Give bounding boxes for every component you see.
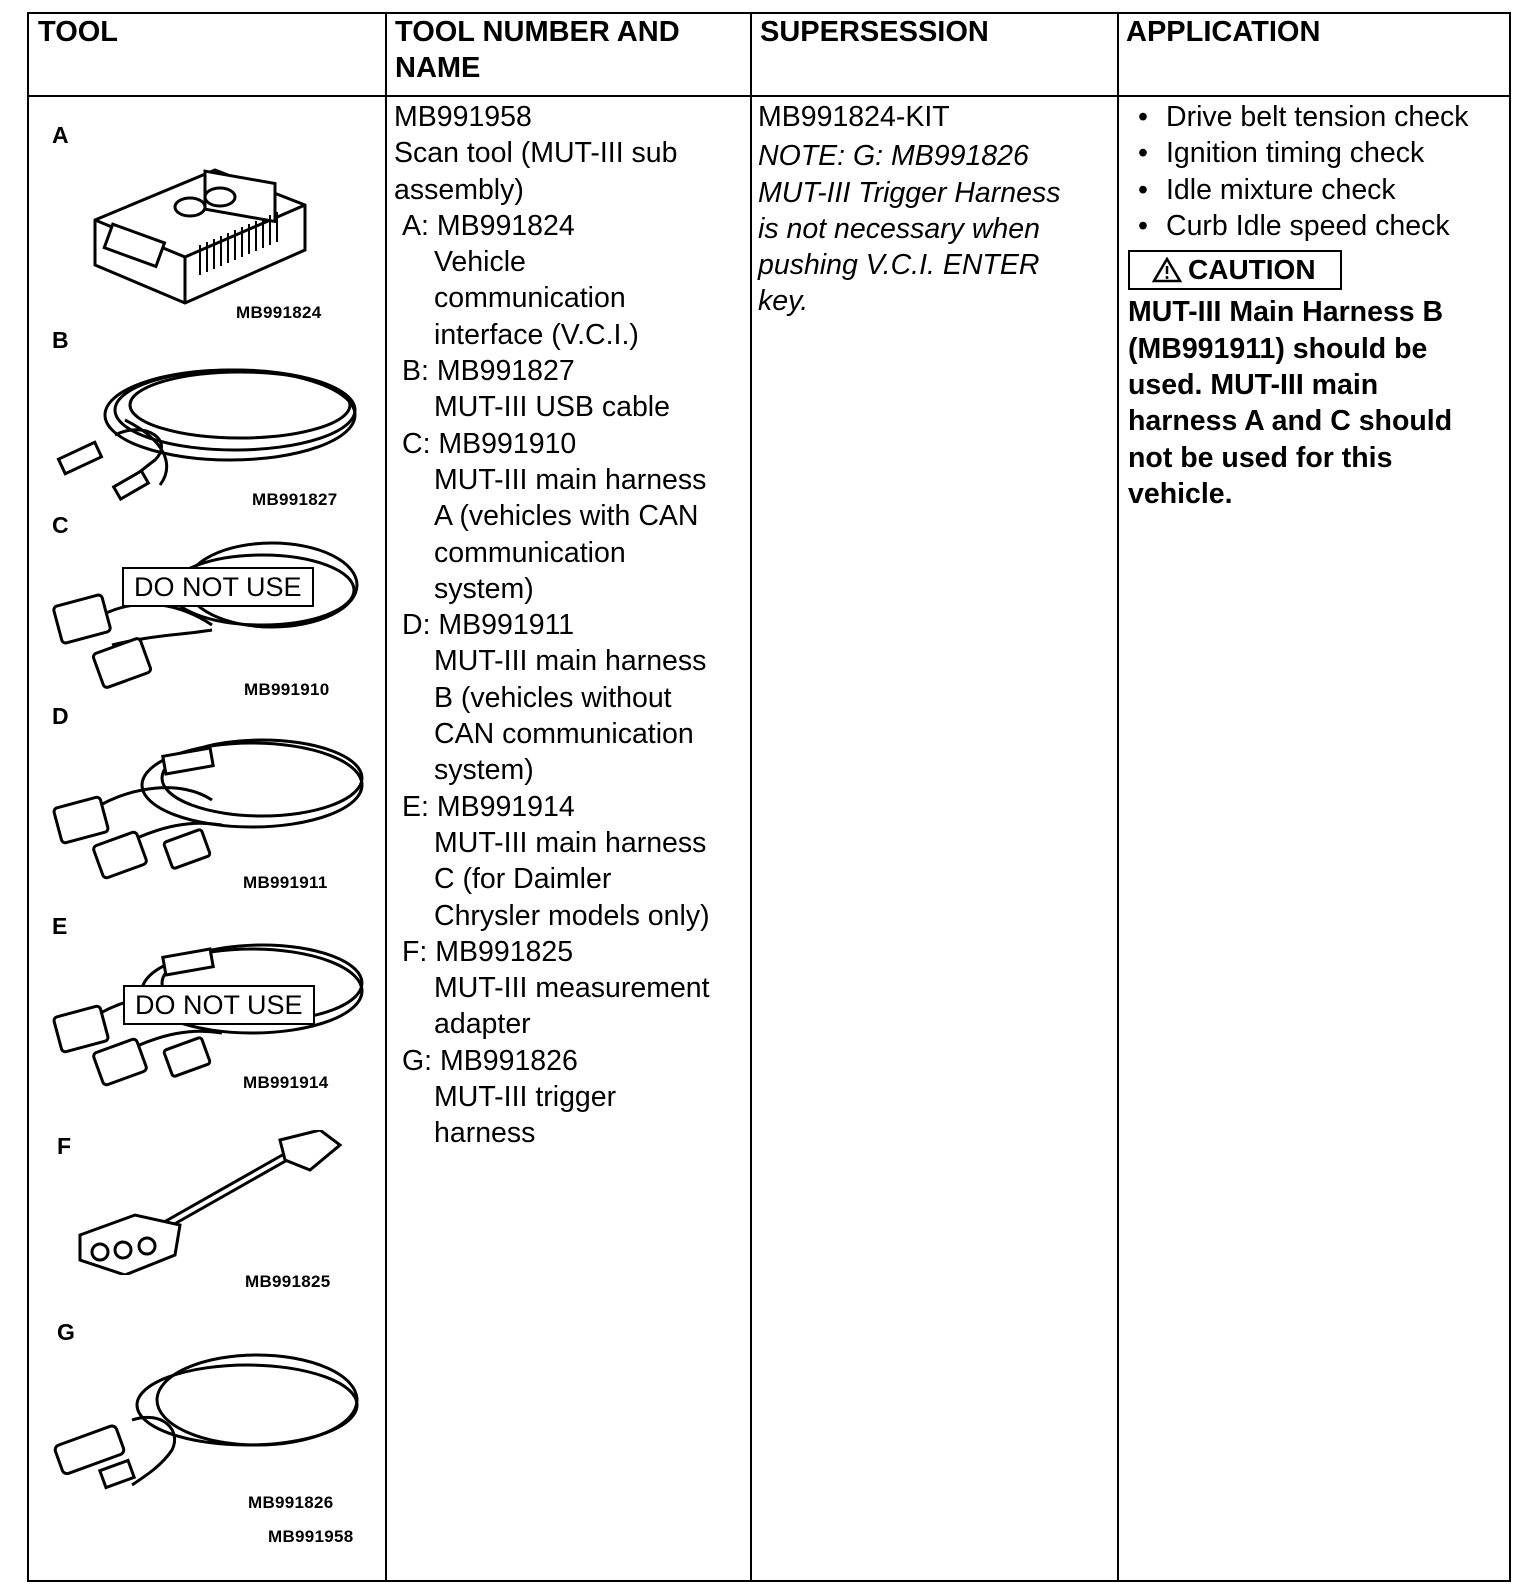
- supersession-cell: [758, 99, 1103, 320]
- caution-line: not be used for this: [1128, 441, 1393, 474]
- item-line: Chrysler models only): [434, 899, 710, 932]
- header-application: APPLICATION: [1126, 16, 1321, 48]
- item-line: MUT-III measurement: [434, 972, 710, 1005]
- column-divider: [750, 12, 752, 1582]
- bullet-icon: •: [1138, 173, 1148, 206]
- item-line: C (for Daimler: [434, 863, 612, 896]
- warning-triangle-icon: [1152, 257, 1182, 283]
- check-label: Drive belt tension check: [1166, 101, 1469, 133]
- tool-letter-e: E: [52, 913, 68, 939]
- caution-text: [1128, 294, 1508, 512]
- column-divider: [1117, 12, 1119, 1582]
- item-line: CAN communication: [434, 718, 694, 751]
- note-line: is not necessary when: [758, 212, 1040, 245]
- bullet-icon: •: [1138, 209, 1148, 242]
- item-line: MUT-III main harness: [434, 463, 707, 496]
- header-divider: [27, 95, 1511, 97]
- item-line: system): [434, 754, 534, 787]
- tool-letter-g: G: [57, 1319, 75, 1345]
- note-line: key.: [758, 285, 809, 318]
- measurement-adapter-illustration: [75, 1130, 355, 1275]
- tool-caption-d: MB991911: [243, 873, 328, 892]
- header-number-line1: TOOL NUMBER AND: [395, 16, 680, 48]
- item-line: system): [434, 572, 534, 605]
- caution-line: (MB991911) should be: [1128, 332, 1428, 365]
- item-line: harness: [434, 1117, 536, 1150]
- tool-caption-b: MB991827: [252, 490, 338, 509]
- trigger-harness-illustration: [52, 1340, 367, 1495]
- caution-line: vehicle.: [1128, 477, 1233, 510]
- item-line: communication: [434, 282, 626, 315]
- do-not-use-label-c: DO NOT USE: [122, 567, 314, 607]
- supersession-kit: MB991824-KIT: [758, 101, 950, 133]
- check-list-item: [1128, 135, 1508, 171]
- check-label: Curb Idle speed check: [1166, 209, 1450, 242]
- item-line: B (vehicles without: [434, 681, 672, 714]
- vci-unit-illustration: [85, 145, 315, 310]
- main-tool-number: MB991958: [394, 101, 532, 133]
- tool-letter-a: A: [52, 122, 69, 148]
- tool-caption-e: MB991914: [243, 1073, 329, 1092]
- main-tool-name-line1: Scan tool (MUT-III sub: [394, 137, 678, 170]
- item-line: Vehicle: [434, 246, 526, 279]
- item-code-f: F: MB991825: [402, 935, 574, 968]
- item-code-c: C: MB991910: [402, 427, 577, 460]
- caution-line: harness A and C should: [1128, 405, 1453, 438]
- usb-cable-illustration: [55, 340, 365, 505]
- item-line: A (vehicles with CAN: [434, 500, 699, 533]
- check-label: Ignition timing check: [1166, 137, 1425, 170]
- main-harness-b-illustration: [52, 730, 367, 885]
- column-divider: [385, 12, 387, 1582]
- supersession-note: [758, 138, 1103, 319]
- item-line: communication: [434, 536, 626, 569]
- header-tool-number-name: [395, 14, 680, 86]
- main-harness-a-illustration: [52, 535, 367, 695]
- do-not-use-label-e: DO NOT USE: [123, 985, 315, 1025]
- tool-letter-b: B: [52, 327, 69, 353]
- tool-letter-f: F: [57, 1133, 72, 1159]
- item-line: MUT-III main harness: [434, 826, 707, 859]
- tool-letter-c: C: [52, 512, 69, 538]
- item-code-g: G: MB991826: [402, 1044, 578, 1077]
- item-line: interface (V.C.I.): [434, 318, 639, 351]
- header-number-line2: NAME: [395, 52, 481, 84]
- check-list-item: [1128, 208, 1508, 244]
- caution-label: CAUTION: [1188, 254, 1316, 286]
- application-cell: [1128, 99, 1508, 512]
- check-list-item: [1128, 99, 1508, 135]
- note-line: NOTE: G: MB991826: [758, 140, 1029, 173]
- caution-line: used. MUT-III main: [1128, 369, 1379, 402]
- caution-line: MUT-III Main Harness B: [1128, 296, 1444, 329]
- bullet-icon: •: [1138, 101, 1148, 133]
- tool-caption-c: MB991910: [244, 680, 330, 699]
- caution-box: [1128, 250, 1342, 290]
- tool-caption-a: MB991824: [236, 303, 322, 322]
- tool-number-name-cell: [394, 99, 710, 1152]
- note-line: pushing V.C.I. ENTER: [758, 249, 1040, 282]
- note-line: MUT-III Trigger Harness: [758, 176, 1061, 209]
- tool-set-caption: MB991958: [268, 1527, 354, 1546]
- item-line: MUT-III main harness: [434, 645, 707, 678]
- check-list-item: [1128, 172, 1508, 208]
- item-line: MUT-III USB cable: [434, 391, 670, 424]
- header-tool: TOOL: [38, 16, 119, 48]
- header-supersession: SUPERSESSION: [760, 16, 989, 48]
- main-tool-name-line2: assembly): [394, 173, 524, 206]
- item-code-a: A: MB991824: [402, 209, 575, 242]
- item-line: MUT-III trigger: [434, 1081, 617, 1114]
- tool-caption-g: MB991826: [248, 1493, 334, 1512]
- item-code-e: E: MB991914: [402, 790, 575, 823]
- tool-letter-d: D: [52, 703, 69, 729]
- item-line: adapter: [434, 1008, 531, 1041]
- item-code-d: D: MB991911: [402, 609, 575, 642]
- item-code-b: B: MB991827: [402, 355, 575, 388]
- check-label: Idle mixture check: [1166, 173, 1396, 206]
- tool-caption-f: MB991825: [245, 1272, 331, 1291]
- bullet-icon: •: [1138, 137, 1148, 170]
